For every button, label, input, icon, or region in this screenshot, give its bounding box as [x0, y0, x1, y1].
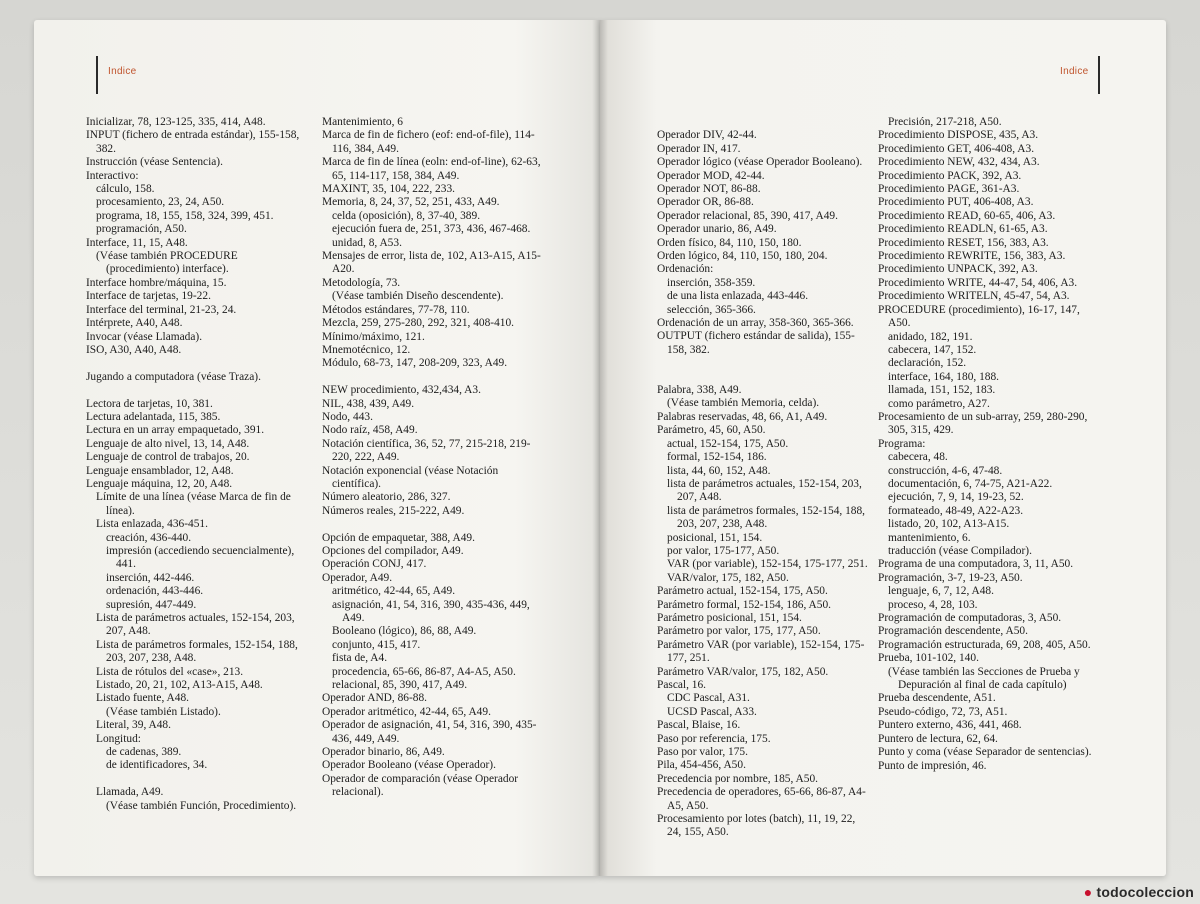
index-entry: Interface de tarjetas, 19-22. [86, 290, 211, 303]
index-entry: Palabras reservadas, 48, 66, A1, A49. [657, 410, 828, 423]
index-entry: Procedimiento WRITE, 44-47, 54, 406, A3. [878, 276, 1078, 289]
index-entry: Procedimiento READ, 60-65, 406, A3. [878, 209, 1056, 222]
index-entry: conjunto, 415, 417. [332, 638, 421, 651]
index-entry: actual, 152-154, 175, A50. [667, 437, 789, 450]
index-entry: Operador AND, 86-88. [322, 692, 428, 705]
index-entry: Procesamiento de un sub-array, 259, 280-290, 305, 315, 429. [878, 410, 1088, 437]
index-entry: supresión, 447-449. [106, 598, 197, 611]
index-entry: proceso, 4, 28, 103. [888, 598, 978, 611]
index-entry: Procedimiento REWRITE, 156, 383, A3. [878, 250, 1066, 263]
index-entry: inserción, 442-446. [106, 571, 195, 584]
index-entry: Interface hombre/máquina, 15. [86, 276, 227, 289]
index-entry: fista de, A4. [332, 652, 388, 665]
index-entry: Nodo, 443. [322, 410, 373, 423]
index-entry: INPUT (fichero de entrada estándar), 155-158, 382. [86, 129, 300, 155]
index-entry: Booleano (lógico), 86, 88, A49. [332, 625, 477, 638]
index-entry: Opciones del compilador, A49. [322, 544, 464, 557]
index-entry: Programación, 3-7, 19-23, A50. [878, 571, 1023, 584]
index-entry: Paso por referencia, 175. [657, 732, 771, 745]
index-entry: Operador aritmético, 42-44, 65, A49. [322, 705, 491, 718]
index-entry: MAXINT, 35, 104, 222, 233. [322, 183, 455, 196]
index-gap [86, 357, 308, 370]
index-entry: (Véase también PROCEDURE (procedimiento) interface). [96, 250, 238, 276]
index-column-2 [322, 116, 544, 800]
index-entry: Pseudo-código, 72, 73, A51. [878, 705, 1008, 718]
index-entry: Procedimiento READLN, 61-65, A3. [878, 223, 1048, 236]
index-entry: Lenguaje de control de trabajos, 20. [86, 451, 250, 464]
index-entry: Lista enlazada, 436-451. [96, 518, 208, 531]
index-entry: Pascal, Blaise, 16. [657, 719, 741, 732]
index-entry: de una lista enlazada, 443-446. [667, 290, 809, 303]
index-gap [86, 773, 308, 786]
index-entry: Lenguaje máquina, 12, 20, A48. [86, 477, 233, 490]
index-entry: Listado fuente, A48. [96, 692, 190, 705]
index-entry: posicional, 151, 154. [667, 531, 763, 544]
index-entry: lista de parámetros actuales, 152-154, 203, 207, A48. [667, 477, 862, 504]
index-entry: Literal, 39, A48. [96, 719, 171, 732]
index-entry: Parámetro posicional, 151, 154. [657, 611, 802, 624]
index-entry: cabecera, 48. [888, 451, 948, 464]
index-entry: como parámetro, A27. [888, 397, 990, 410]
index-entry: Memoria, 8, 24, 37, 52, 251, 433, A49. [322, 196, 500, 209]
index-entry: Lenguaje ensamblador, 12, A48. [86, 464, 234, 477]
index-gap [657, 371, 869, 384]
index-entry: Operación CONJ, 417. [322, 558, 427, 571]
index-entry: Mensajes de error, lista de, 102, A13-A15, A15-A20. [322, 250, 541, 276]
index-entry: Interface del terminal, 21-23, 24. [86, 303, 237, 316]
watermark-logo-icon: ● [1083, 884, 1093, 900]
index-entry: aritmético, 42-44, 65, A49. [332, 585, 456, 598]
index-entry: Procedimiento WRITELN, 45-47, 54, A3. [878, 290, 1070, 303]
index-entry: procesamiento, 23, 24, A50. [96, 196, 225, 209]
index-entry: selección, 365-366. [667, 303, 756, 316]
index-entry: Operador OR, 86-88. [657, 196, 754, 209]
index-entry: Lista de parámetros formales, 152-154, 188, 203, 207, 238, A48. [96, 638, 298, 665]
index-entry: Precisión, 217-218, A50. [888, 116, 1002, 128]
index-gap [86, 384, 308, 397]
right-header-label: Indice [1060, 66, 1089, 77]
index-entry: Instrucción (véase Sentencia). [86, 156, 223, 169]
watermark [1084, 884, 1194, 900]
index-entry: Mantenimiento, 6 [322, 116, 403, 128]
index-entry: Interactivo: [86, 169, 139, 182]
index-entry: Operador lógico (véase Operador Booleano). [657, 156, 863, 169]
index-entry: Marca de fin de línea (eoln: end-of-line), 62-63, 65, 114-117, 158, 384, A49. [322, 156, 541, 182]
index-entry: Mnemotécnico, 12. [322, 343, 411, 356]
index-entry: construcción, 4-6, 47-48. [888, 464, 1003, 477]
index-entry: UCSD Pascal, A33. [667, 705, 757, 718]
index-entry: Palabra, 338, A49. [657, 384, 742, 397]
index-entry: formateado, 48-49, A22-A23. [888, 504, 1024, 517]
index-entry: Nodo raíz, 458, A49. [322, 424, 418, 437]
index-entry: Procedimiento GET, 406-408, A3. [878, 142, 1035, 155]
index-entry: Punto y coma (véase Separador de sentencias). [878, 746, 1092, 759]
index-entry: programa, 18, 155, 158, 324, 399, 451. [96, 209, 274, 222]
index-entry: PROCEDURE (procedimiento), 16-17, 147, A50. [878, 303, 1080, 330]
index-entry: Programa: [878, 437, 926, 450]
index-entry: ISO, A30, A40, A48. [86, 343, 182, 356]
index-entry: anidado, 182, 191. [888, 330, 973, 343]
index-entry: Lista de rótulos del «case», 213. [96, 665, 244, 678]
index-column-3 [657, 116, 869, 840]
index-entry: Prueba, 101-102, 140. [878, 652, 979, 665]
index-entry: Procedimiento UNPACK, 392, A3. [878, 263, 1038, 276]
index-entry: Orden lógico, 84, 110, 150, 180, 204. [657, 250, 828, 263]
index-entry: Operador de asignación, 41, 54, 316, 390, 435-436, 449, A49. [322, 719, 537, 745]
index-gap [322, 518, 544, 531]
watermark-text: todocoleccion [1096, 884, 1194, 900]
index-entry: Mezcla, 259, 275-280, 292, 321, 408-410. [322, 317, 515, 330]
index-entry: por valor, 175-177, A50. [667, 544, 780, 557]
index-entry: (Véase también Listado). [106, 705, 221, 718]
index-entry: Llamada, A49. [96, 786, 164, 799]
index-gap [657, 357, 869, 370]
index-entry: listado, 20, 102, A13-A15. [888, 518, 1010, 531]
index-entry: Lectura adelantada, 115, 385. [86, 410, 221, 423]
left-header-rule [96, 56, 98, 94]
index-entry: impresión (accediendo secuencialmente), 441. [106, 544, 295, 571]
index-entry: Operador binario, 86, A49. [322, 746, 445, 759]
index-entry: Invocar (véase Llamada). [86, 330, 203, 343]
index-entry: Ordenación de un array, 358-360, 365-366. [657, 317, 854, 330]
index-entry: CDC Pascal, A31. [667, 692, 750, 705]
index-entry: cabecera, 147, 152. [888, 343, 977, 356]
index-entry: de identificadores, 34. [106, 759, 208, 772]
index-entry: Lenguaje de alto nivel, 13, 14, A48. [86, 437, 250, 450]
index-entry: Operador DIV, 42-44. [657, 129, 757, 142]
index-entry: Parámetro VAR (por variable), 152-154, 175-177, 251. [657, 638, 865, 665]
index-entry: Parámetro VAR/valor, 175, 182, A50. [657, 665, 829, 678]
index-entry: procedencia, 65-66, 86-87, A4-A5, A50. [332, 665, 516, 678]
index-entry: de cadenas, 389. [106, 746, 182, 759]
index-entry: Lectura en un array empaquetado, 391. [86, 424, 265, 437]
index-entry: lista de parámetros formales, 152-154, 188, 203, 207, 238, A48. [667, 504, 866, 531]
index-entry: Programa de una computadora, 3, 11, A50. [878, 558, 1074, 571]
index-entry: Operador IN, 417. [657, 142, 741, 155]
index-entry: (Véase también las Secciones de Prueba y Depuración al final de cada capítulo) [888, 665, 1080, 692]
index-entry: Límite de una línea (véase Marca de fin de línea). [96, 491, 291, 517]
index-entry: NEW procedimiento, 432,434, A3. [322, 384, 481, 397]
index-entry: Intérprete, A40, A48. [86, 317, 183, 330]
index-gap [657, 116, 869, 129]
index-entry: Longitud: [96, 732, 141, 745]
index-entry: Notación exponencial (véase Notación científica). [322, 464, 499, 490]
index-entry: Parámetro formal, 152-154, 186, A50. [657, 598, 831, 611]
index-entry: Notación científica, 36, 52, 77, 215-218, 219-220, 222, A49. [322, 437, 531, 464]
index-entry: Metodología, 73. [322, 276, 401, 289]
index-entry: Pila, 454-456, A50. [657, 759, 746, 772]
index-entry: Procedimiento PUT, 406-408, A3. [878, 196, 1034, 209]
index-entry: Lista de parámetros actuales, 152-154, 203, 207, A48. [96, 612, 295, 638]
index-entry: relacional, 85, 390, 417, A49. [332, 679, 468, 692]
index-entry: (Véase también Función, Procedimiento). [106, 799, 297, 812]
index-entry: ejecución fuera de, 251, 373, 436, 467-468. [332, 223, 531, 236]
index-entry: Procedimiento DISPOSE, 435, A3. [878, 129, 1039, 142]
index-entry: Parámetro, 45, 60, A50. [657, 424, 766, 437]
index-entry: Jugando a computadora (véase Traza). [86, 370, 261, 383]
index-entry: Operador MOD, 42-44. [657, 169, 765, 182]
index-entry: Programación de computadoras, 3, A50. [878, 612, 1062, 625]
index-entry: Puntero externo, 436, 441, 468. [878, 719, 1022, 732]
index-entry: creación, 436-440. [106, 531, 192, 544]
index-column-4 [878, 116, 1098, 773]
index-entry: Lectora de tarjetas, 10, 381. [86, 397, 213, 410]
index-entry: Precedencia de operadores, 65-66, 86-87, A4-A5, A50. [657, 786, 866, 812]
index-entry: Listado, 20, 21, 102, A13-A15, A48. [96, 679, 263, 692]
index-entry: NIL, 438, 439, A49. [322, 397, 415, 410]
index-entry: Pascal, 16. [657, 679, 707, 692]
index-gap [322, 371, 544, 384]
index-entry: Operador Booleano (véase Operador). [322, 759, 496, 772]
index-entry: Procedimiento NEW, 432, 434, A3. [878, 156, 1040, 169]
index-entry: inserción, 358-359. [667, 276, 756, 289]
index-entry: asignación, 41, 54, 316, 390, 435-436, 449, A49. [332, 598, 530, 624]
index-entry: Procedimiento PAGE, 361-A3. [878, 183, 1020, 196]
index-entry: OUTPUT (fichero estándar de salida), 155-158, 382. [657, 330, 855, 356]
index-entry: formal, 152-154, 186. [667, 451, 767, 464]
index-entry: Operador de comparación (véase Operador relacional). [322, 772, 519, 799]
index-entry: Programación estructurada, 69, 208, 405, A50. [878, 638, 1091, 651]
index-entry: Opción de empaquetar, 388, A49. [322, 531, 475, 544]
index-entry: programación, A50. [96, 223, 187, 236]
index-entry: (Véase también Memoria, celda). [667, 397, 820, 410]
index-entry: Operador, A49. [322, 571, 393, 584]
index-entry: Módulo, 68-73, 147, 208-209, 323, A49. [322, 357, 508, 370]
index-entry: traducción (véase Compilador). [888, 545, 1032, 557]
index-entry: Marca de fin de fichero (eof: end-of-file), 114-116, 384, A49. [322, 129, 535, 155]
index-entry: ejecución, 7, 9, 14, 19-23, 52. [888, 491, 1024, 504]
index-entry: Programación descendente, A50. [878, 625, 1028, 638]
index-entry: Número aleatorio, 286, 327. [322, 491, 451, 504]
index-entry: Ordenación: [657, 263, 714, 276]
index-entry: Puntero de lectura, 62, 64. [878, 732, 998, 745]
index-entry: Mínimo/máximo, 121. [322, 330, 425, 343]
index-entry: Operador relacional, 85, 390, 417, A49. [657, 209, 838, 222]
index-entry: celda (oposición), 8, 37-40, 389. [332, 209, 481, 222]
index-entry: Interface, 11, 15, A48. [86, 236, 188, 249]
index-entry: lista, 44, 60, 152, A48. [667, 464, 771, 477]
index-entry: Procesamiento por lotes (batch), 11, 19, 22, 24, 155, A50. [657, 813, 856, 839]
index-entry: interface, 164, 180, 188. [888, 370, 1000, 383]
index-entry: Punto de impresión, 46. [878, 759, 987, 772]
right-header-rule [1098, 56, 1100, 94]
index-entry: mantenimiento, 6. [888, 531, 971, 544]
index-column-1 [86, 116, 308, 813]
index-entry: Números reales, 215-222, A49. [322, 504, 465, 517]
index-entry: Paso por valor, 175. [657, 746, 748, 759]
index-entry: unidad, 8, A53. [332, 236, 402, 249]
index-entry: Parámetro por valor, 175, 177, A50. [657, 625, 821, 638]
index-entry: Parámetro actual, 152-154, 175, A50. [657, 585, 828, 598]
index-entry: Orden físico, 84, 110, 150, 180. [657, 236, 802, 249]
index-entry: VAR/valor, 175, 182, A50. [667, 571, 789, 584]
index-entry: Operador unario, 86, A49. [657, 223, 777, 236]
index-entry: (Véase también Diseño descendente). [332, 290, 504, 303]
index-entry: Inicializar, 78, 123-125, 335, 414, A48. [86, 116, 266, 128]
index-entry: Procedimiento RESET, 156, 383, A3. [878, 236, 1049, 249]
left-header-label: Indice [108, 66, 137, 77]
index-entry: declaración, 152. [888, 357, 967, 370]
index-entry: llamada, 151, 152, 183. [888, 384, 996, 397]
index-entry: cálculo, 158. [96, 183, 155, 196]
book-gutter [592, 20, 608, 876]
index-entry: ordenación, 443-446. [106, 585, 204, 598]
index-entry: VAR (por variable), 152-154, 175-177, 251. [667, 558, 868, 571]
index-entry: Procedimiento PACK, 392, A3. [878, 169, 1022, 182]
index-entry: documentación, 6, 74-75, A21-A22. [888, 477, 1053, 490]
index-entry: Prueba descendente, A51. [878, 692, 996, 705]
index-entry: Precedencia por nombre, 185, A50. [657, 772, 819, 785]
index-entry: lenguaje, 6, 7, 12, A48. [888, 585, 994, 598]
index-entry: Métodos estándares, 77-78, 110. [322, 303, 470, 316]
index-entry: Operador NOT, 86-88. [657, 183, 761, 196]
